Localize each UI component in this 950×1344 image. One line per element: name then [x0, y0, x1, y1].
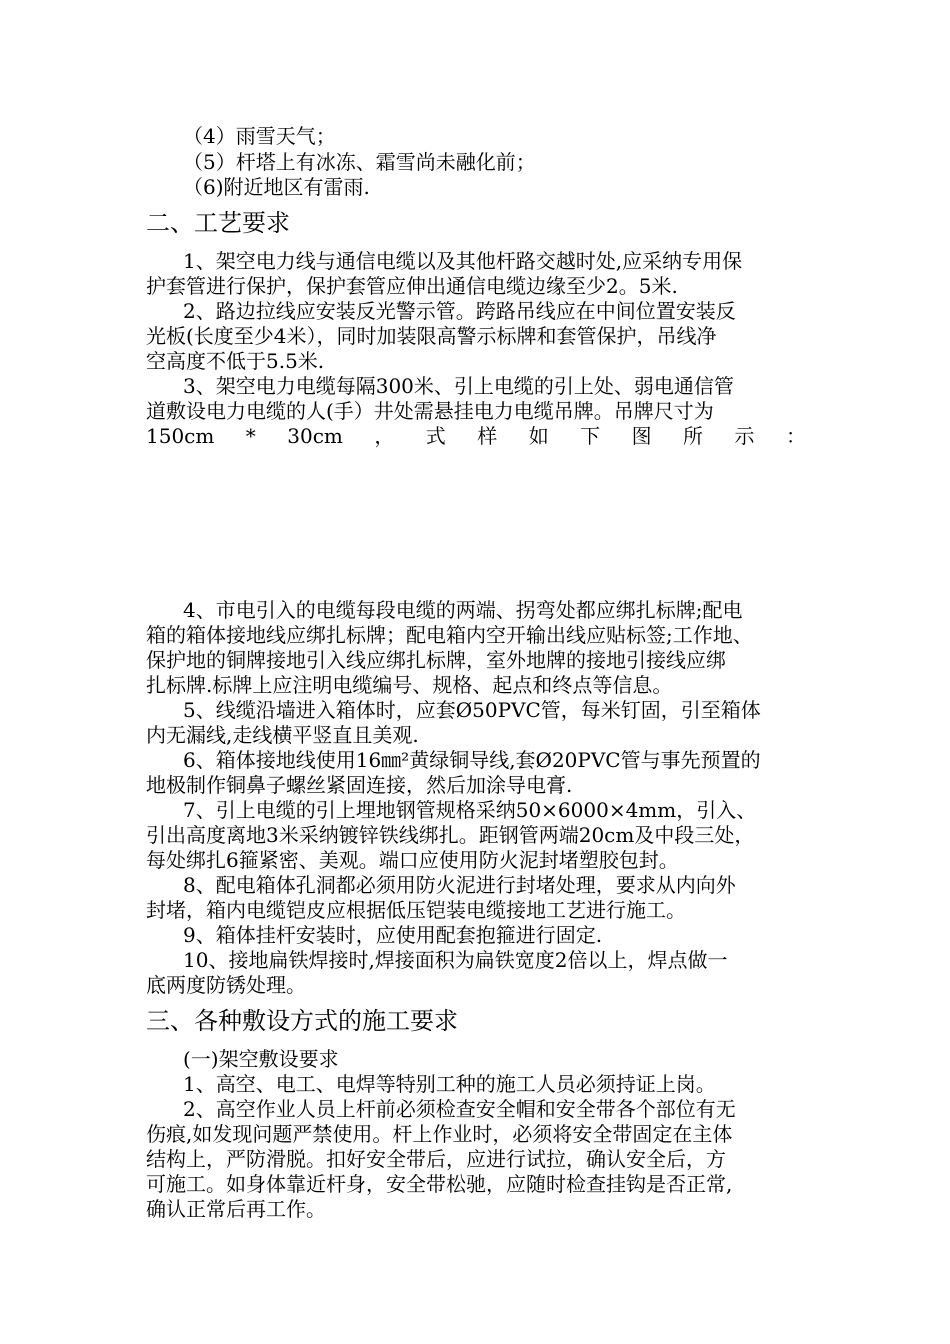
paragraph-line: 7、引上电缆的引上埋地钢管规格采纳50×6000×4mm，引入、 [183, 798, 757, 822]
paragraph-line: 1、架空电力线与通信电缆以及其他杆路交越时处,应采纳专用保 [183, 249, 743, 273]
paragraph-line: 每处绑扎6箍紧密、美观。端口应使用防火泥封堵塑胶包封。 [146, 848, 679, 872]
paragraph-line: 扎标牌.标牌上应注明电缆编号、规格、起点和终点等信息。 [146, 673, 673, 697]
paragraph-line: 1、高空、电工、电焊等特别工种的施工人员必须持证上岗。 [183, 1072, 716, 1096]
justified-token: ： [785, 424, 806, 448]
list-item: （4）雨雪天气； [183, 124, 336, 148]
paragraph-line: 道敷设电力电缆的人(手）井处需悬挂电力电缆吊牌。吊牌尺寸为 [146, 399, 714, 423]
justified-token: 30cm [287, 424, 343, 448]
paragraph-line: 8、配电箱体孔洞都必须用防火泥进行封堵处理，要求从内向外 [183, 873, 736, 897]
justified-token: 示 [734, 424, 755, 448]
paragraph-line: 护套管进行保护，保护套管应伸出通信电缆边缘至少2。5米. [146, 274, 678, 298]
justified-token: 式 [425, 424, 446, 448]
paragraph-line: 底两度防锈处理。 [146, 973, 306, 997]
justified-token: 如 [528, 424, 549, 448]
paragraph-line: 6、箱体接地线使用16㎜²黄绿铜导线,套Ø20PVC管与事先预置的 [183, 748, 761, 772]
paragraph-line: 光板(长度至少4米），同时加装限高警示标牌和套管保护，吊线净 [146, 324, 717, 348]
paragraph-line: 封堵，箱内电缆铠皮应根据低压铠装电缆接地工艺进行施工。 [146, 898, 686, 922]
paragraph-line: 保护地的铜牌接地引入线应绑扎标牌，室外地牌的接地引接线应绑 [146, 648, 726, 672]
paragraph-line: 空高度不低于5.5米. [146, 349, 325, 373]
justified-token: 所 [683, 424, 704, 448]
justified-token: 图 [631, 424, 652, 448]
section-heading: 二、工艺要求 [146, 209, 290, 237]
paragraph-line: 5、线缆沿墙进入箱体时，应套Ø50PVC管，每米钉固，引至箱体 [183, 698, 761, 722]
paragraph-line: 2、路边拉线应安装反光警示管。跨路吊线应在中间位置安装反 [183, 299, 736, 323]
paragraph-line: 4、市电引入的电缆每段电缆的两端、拐弯处都应绑扎标牌;配电 [183, 598, 743, 622]
subsection-title: (一)架空敷设要求 [183, 1047, 339, 1071]
paragraph-line: 内无漏线,走线横平竖直且美观. [146, 723, 419, 747]
section-heading: 三、各种敷设方式的施工要求 [146, 1007, 458, 1035]
justified-token: 150cm [146, 424, 215, 448]
paragraph-line: 3、架空电力电缆每隔300米、引上电缆的引上处、弱电通信管 [183, 374, 734, 398]
paragraph-line: 确认正常后再工作。 [146, 1197, 326, 1221]
paragraph-line: 结构上，严防滑脱。扣好安全带后，应进行试拉，确认安全后，方 [146, 1147, 726, 1171]
paragraph-line: 10、接地扁铁焊接时,焊接面积为扁铁宽度2倍以上，焊点做一 [183, 948, 728, 972]
justified-token: 下 [580, 424, 601, 448]
paragraph-line: 可施工。如身体靠近杆身，安全带松驰，应随时检查挂钩是否正常, [146, 1172, 733, 1196]
paragraph-line: 地极制作铜鼻子螺丝紧固连接，然后加涂导电膏. [146, 773, 573, 797]
paragraph-line: 箱的箱体接地线应绑扎标牌；配电箱内空开输出线应贴标签;工作地、 [146, 623, 753, 647]
list-item: （6)附近地区有雷雨. [183, 175, 370, 199]
justified-line [146, 424, 806, 448]
paragraph-line: 2、高空作业人员上杆前必须检查安全帽和安全带各个部位有无 [183, 1097, 736, 1121]
paragraph-line: 伤痕,如发现问题严禁使用。杆上作业时，必须将安全带固定在主体 [146, 1122, 733, 1146]
justified-token: 样 [477, 424, 498, 448]
list-item: （5）杆塔上有冰冻、霜雪尚未融化前； [183, 150, 536, 174]
justified-token: * [245, 424, 256, 448]
paragraph-line: 引出高度离地3米采纳镀锌铁线绑扎。距钢管两端20cm及中段三处， [146, 823, 755, 847]
paragraph-line: 9、箱体挂杆安装时，应使用配套抱箍进行固定. [183, 923, 603, 947]
justified-token: ， [374, 424, 395, 448]
